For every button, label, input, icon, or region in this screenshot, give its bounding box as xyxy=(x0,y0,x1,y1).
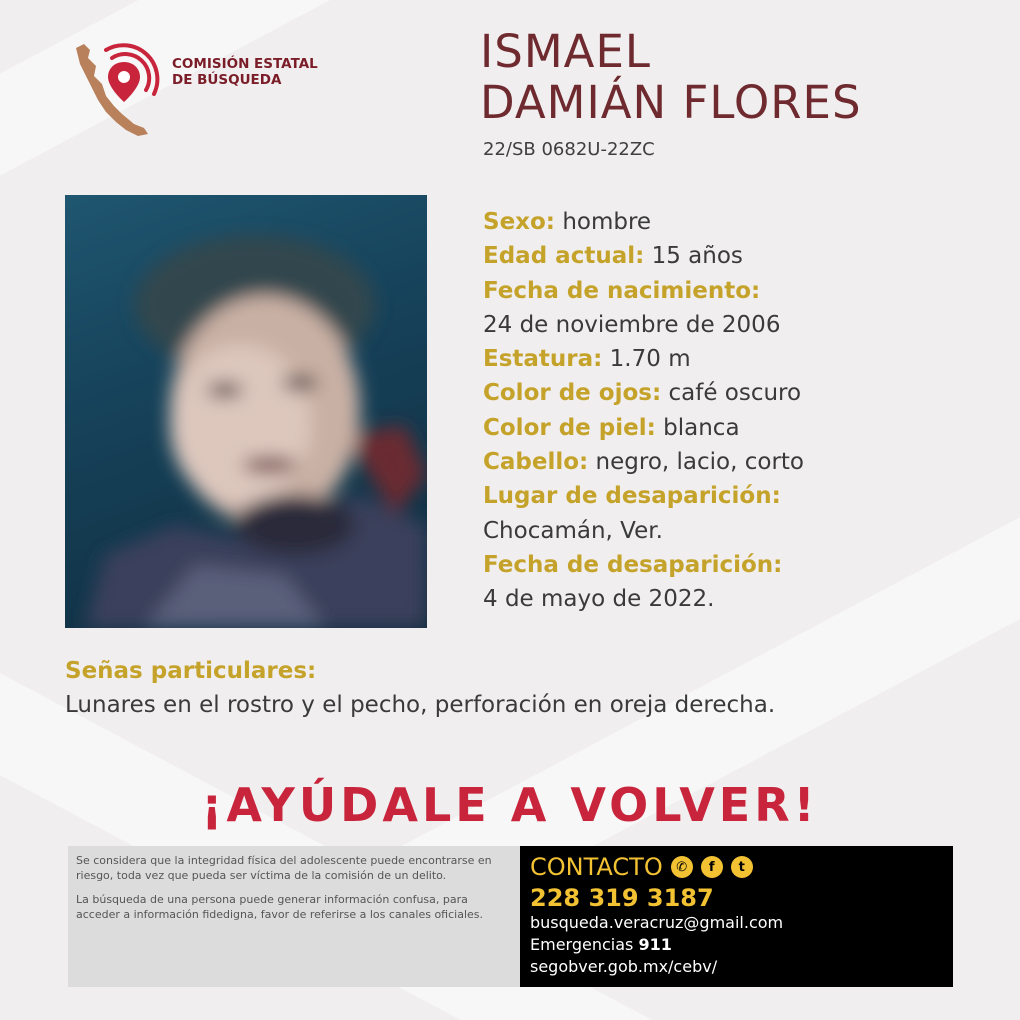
contact-phone[interactable]: 228 319 3187 xyxy=(530,884,714,912)
detail-row xyxy=(483,376,1003,410)
detail-row xyxy=(483,274,1003,308)
person-first-name: ISMAEL xyxy=(480,25,651,78)
agency-name-line1: COMISIÓN ESTATAL xyxy=(172,56,318,72)
contact-email[interactable]: busqueda.veracruz@gmail.com xyxy=(530,913,784,932)
detail-row xyxy=(483,411,1003,445)
facebook-icon[interactable]: f xyxy=(701,856,723,878)
detail-row xyxy=(483,239,1003,273)
detail-label: Color de ojos: xyxy=(483,380,662,407)
person-last-names: DAMIÁN FLORES xyxy=(480,76,862,129)
detail-label: Color de piel: xyxy=(483,414,656,441)
detail-value: 15 años xyxy=(651,243,743,270)
distinguishing-marks xyxy=(65,654,985,722)
call-to-action-heading: ¡AYÚDALE A VOLVER! xyxy=(201,778,819,832)
detail-row xyxy=(483,582,1003,616)
detail-row xyxy=(483,548,1003,582)
distinguishing-marks-text: Lunares en el rostro y el pecho, perforación en oreja derecha. xyxy=(65,692,776,718)
person-photo xyxy=(65,195,427,628)
detail-value: hombre xyxy=(562,209,652,235)
whatsapp-icon[interactable]: ✆ xyxy=(671,856,693,878)
detail-label: Edad actual: xyxy=(483,243,645,270)
detail-row xyxy=(483,342,1003,376)
detail-label: Sexo: xyxy=(483,209,555,235)
disclaimer-box xyxy=(68,846,520,987)
contact-emergency xyxy=(530,934,943,956)
disclaimer-paragraph: La búsqueda de una persona puede generar información confusa, para acceder a información fidedigna, favor de referirse a los canales oficiales. xyxy=(76,893,483,921)
detail-label: Estatura: xyxy=(483,346,603,373)
detail-value: 4 de mayo de 2022. xyxy=(483,586,715,613)
disclaimer-paragraph: Se considera que la integridad física del adolescente puede encontrarse en riesgo, toda vez que pueda ser víctima de la comisión de un delito. xyxy=(76,854,492,882)
detail-row xyxy=(483,479,1003,513)
detail-value: negro, lacio, corto xyxy=(595,449,804,476)
contact-title: CONTACTO xyxy=(530,853,663,881)
detail-label: Lugar de desaparición: xyxy=(483,483,781,510)
detail-value: café oscuro xyxy=(668,380,802,407)
detail-row xyxy=(483,205,1003,239)
contact-title-row xyxy=(530,852,943,882)
distinguishing-marks-label: Señas particulares: xyxy=(65,658,317,684)
case-folio: 22/SB 0682U-22ZC xyxy=(483,139,655,160)
detail-label: Cabello: xyxy=(483,449,589,476)
detail-value: 24 de noviembre de 2006 xyxy=(483,311,781,338)
agency-name xyxy=(172,56,318,88)
person-name xyxy=(480,26,862,128)
agency-name-line2: DE BÚSQUEDA xyxy=(172,72,282,88)
agency-logo xyxy=(68,36,358,146)
emergency-number[interactable]: 911 xyxy=(638,935,672,954)
detail-label: Fecha de desaparición: xyxy=(483,551,783,578)
veracruz-map-pin-icon xyxy=(68,36,178,146)
contact-website[interactable]: segobver.gob.mx/cebv/ xyxy=(530,957,718,976)
detail-value: blanca xyxy=(663,414,740,441)
detail-value: Chocamán, Ver. xyxy=(483,517,663,544)
twitter-icon[interactable]: t xyxy=(731,856,753,878)
person-details xyxy=(483,205,1003,617)
detail-row xyxy=(483,514,1003,548)
contact-box xyxy=(520,846,953,987)
detail-row xyxy=(483,308,1003,342)
detail-label: Fecha de nacimiento: xyxy=(483,277,761,304)
emergency-label: Emergencias xyxy=(530,935,634,954)
detail-value: 1.70 m xyxy=(609,346,691,373)
detail-row xyxy=(483,445,1003,479)
